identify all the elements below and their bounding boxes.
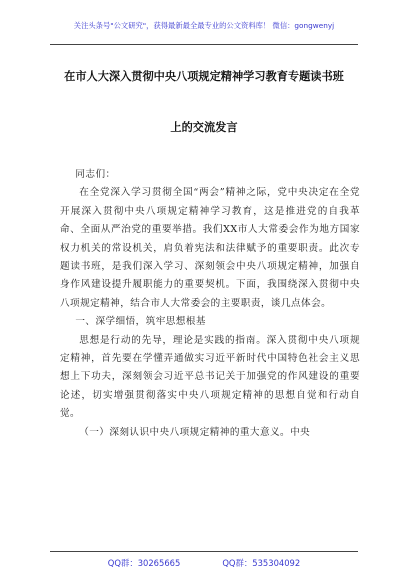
document-body xyxy=(60,166,360,442)
body-paragraph: 在全党深入学习贯彻全国“两会”精神之际，党中央决定在全党开展深入贯彻中央八项规定精神学习教育，这是推进党的自我革命、全面从严治党的重要举措。我们XX市人大常委会作为地方国家权力机关的常设机关，肩负着宪法和法律赋予的重要职责。此次专题读书班，是我们深入学习、深刻领会中央八项规定精神，加强自身作风建设提升履职能力的重要契机。下面，我围绕深入贯彻中央八项规定精神，结合市人大常委会的主要职责，谈几点体会。 xyxy=(60,187,360,309)
footer-contact xyxy=(0,557,408,569)
salutation: 同志们： xyxy=(75,169,116,180)
footer-qq-group-2: QQ群：535304092 xyxy=(222,558,301,568)
document-subtitle: 上的交流发言 xyxy=(170,121,238,134)
footer-divider xyxy=(50,551,358,552)
subsection-heading: （一）深刻认识中央八项规定精神的重大意义。中央 xyxy=(79,426,311,438)
body-paragraph: 思想是行动的先导，理论是实践的指南。深入贯彻中央八项规定精神，首先要在学懂弄通做实习近平新时代中国特色社会主义思想上下功夫，深刻领会习近平总书记关于加强党的作风建设的重要论述，切实增强贯彻落实中央八项规定精神的思想自觉和行动自觉。 xyxy=(60,334,360,420)
document-title: 在市人大深入贯彻中央八项规定精神学习教育专题读书班 xyxy=(64,70,344,83)
header-note: 关注头条号"公文研究"，获得最新最全最专业的公文资料库！ 微信：gongwenyj xyxy=(73,21,335,30)
header-divider xyxy=(50,44,358,45)
footer-qq-group-1: QQ群：30265665 xyxy=(107,558,181,568)
section-heading: 一、深学细悟，筑牢思想根基 xyxy=(75,316,206,328)
